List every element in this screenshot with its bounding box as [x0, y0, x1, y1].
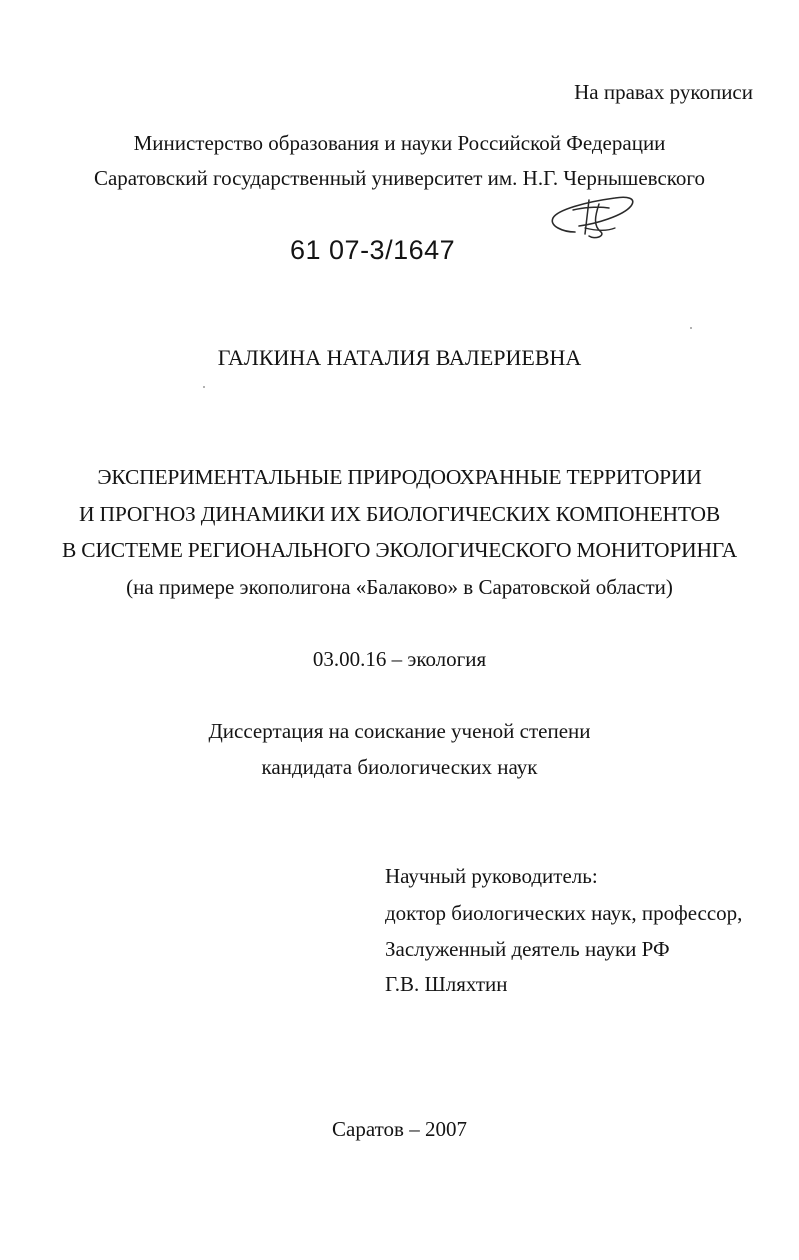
- supervisor-name: Г.В. Шляхтин: [385, 972, 508, 996]
- supervisor-degree: доктор биологических наук, профессор,: [385, 901, 743, 925]
- manuscript-note: На правах рукописи: [574, 80, 753, 104]
- specialty-code: 03.00.16 – экология: [312, 647, 487, 671]
- university-name: Саратовский государственный университет им. Н.Г. Чернышевского: [93, 166, 705, 190]
- title-subtitle: (на примере экополигона «Балаково» в Саратовской области): [126, 575, 673, 599]
- degree-line-1: Диссертация на соискание ученой степени: [208, 719, 591, 743]
- place-and-year: Саратов – 2007: [332, 1117, 467, 1141]
- ministry-name: Министерство образования и науки Российской Федерации: [133, 131, 666, 155]
- author-name: ГАЛКИНА НАТАЛИЯ ВАЛЕРИЕВНА: [217, 345, 582, 370]
- library-stamp: 61 07-3/1647: [290, 235, 456, 265]
- title-line-1: ЭКСПЕРИМЕНТАЛЬНЫЕ ПРИРОДООХРАННЫЕ ТЕРРИТОРИИ: [97, 465, 702, 489]
- scan-speck: [203, 386, 205, 388]
- handwritten-signature: [545, 188, 640, 246]
- title-line-2: И ПРОГНОЗ ДИНАМИКИ ИХ БИОЛОГИЧЕСКИХ КОМПОНЕНТОВ: [79, 502, 720, 526]
- title-line-3: В СИСТЕМЕ РЕГИОНАЛЬНОГО ЭКОЛОГИЧЕСКОГО МОНИТОРИНГА: [61, 538, 737, 562]
- degree-line-2: кандидата биологических наук: [261, 755, 538, 779]
- supervisor-heading: Научный руководитель:: [385, 864, 598, 888]
- supervisor-honor: Заслуженный деятель науки РФ: [385, 937, 670, 961]
- scan-speck: [690, 327, 692, 329]
